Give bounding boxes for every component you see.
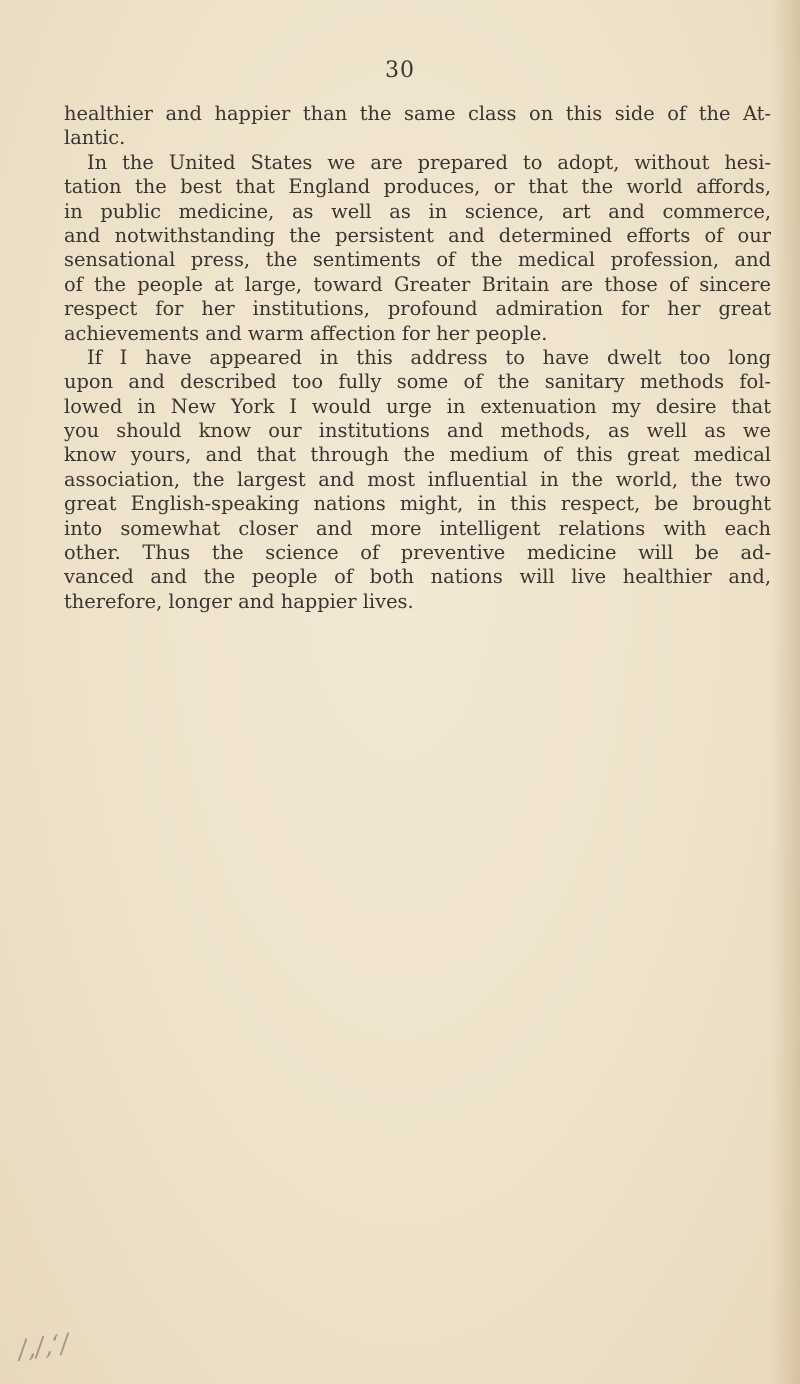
text-line: sensational press, the sentiments of the medical profession, and — [64, 248, 771, 272]
page-number: 30 — [385, 58, 415, 83]
text-line: into somewhat closer and more intelligent relations with each — [64, 516, 771, 540]
text-line: know yours, and that through the medium of this great medical — [64, 443, 771, 467]
text-line: respect for her institutions, profound admiration for her great — [64, 297, 771, 321]
text-line: upon and described too fully some of the sanitary methods fol- — [64, 370, 771, 394]
text-line: If I have appeared in this address to have dwelt too long — [87, 345, 771, 369]
text-line: great English-speaking nations might, in this respect, be brought — [64, 492, 771, 516]
text-line: lowed in New York I would urge in extenuation my desire that — [64, 394, 771, 418]
body-text — [64, 102, 771, 614]
page-edge-shadow — [772, 0, 800, 1384]
text-line: in public medicine, as well as in science, art and commerce, — [64, 199, 771, 223]
text-line: healthier and happier than the same class on this side of the At- — [64, 102, 771, 125]
text-line: other. Thus the science of preventive medicine will be ad- — [64, 541, 771, 565]
text-line: association, the largest and most influential in the world, the two — [64, 467, 771, 491]
pencil-mark: /‚/‚‘/ — [16, 1328, 71, 1366]
text-line: and notwithstanding the persistent and determined efforts of our — [64, 223, 771, 247]
text-line: you should know our institutions and methods, as well as we — [64, 419, 771, 443]
text-line: tation the best that England produces, or that the world affords, — [64, 175, 771, 199]
text-line: In the United States we are prepared to adopt, without hesi- — [87, 150, 771, 174]
text-line: lantic. — [64, 126, 126, 150]
text-line: achievements and warm affection for her people. — [64, 321, 548, 345]
text-line: of the people at large, toward Greater Britain are those of sincere — [64, 272, 771, 296]
text-line: vanced and the people of both nations will live healthier and, — [64, 565, 771, 589]
text-line: therefore, longer and happier lives. — [64, 589, 414, 613]
